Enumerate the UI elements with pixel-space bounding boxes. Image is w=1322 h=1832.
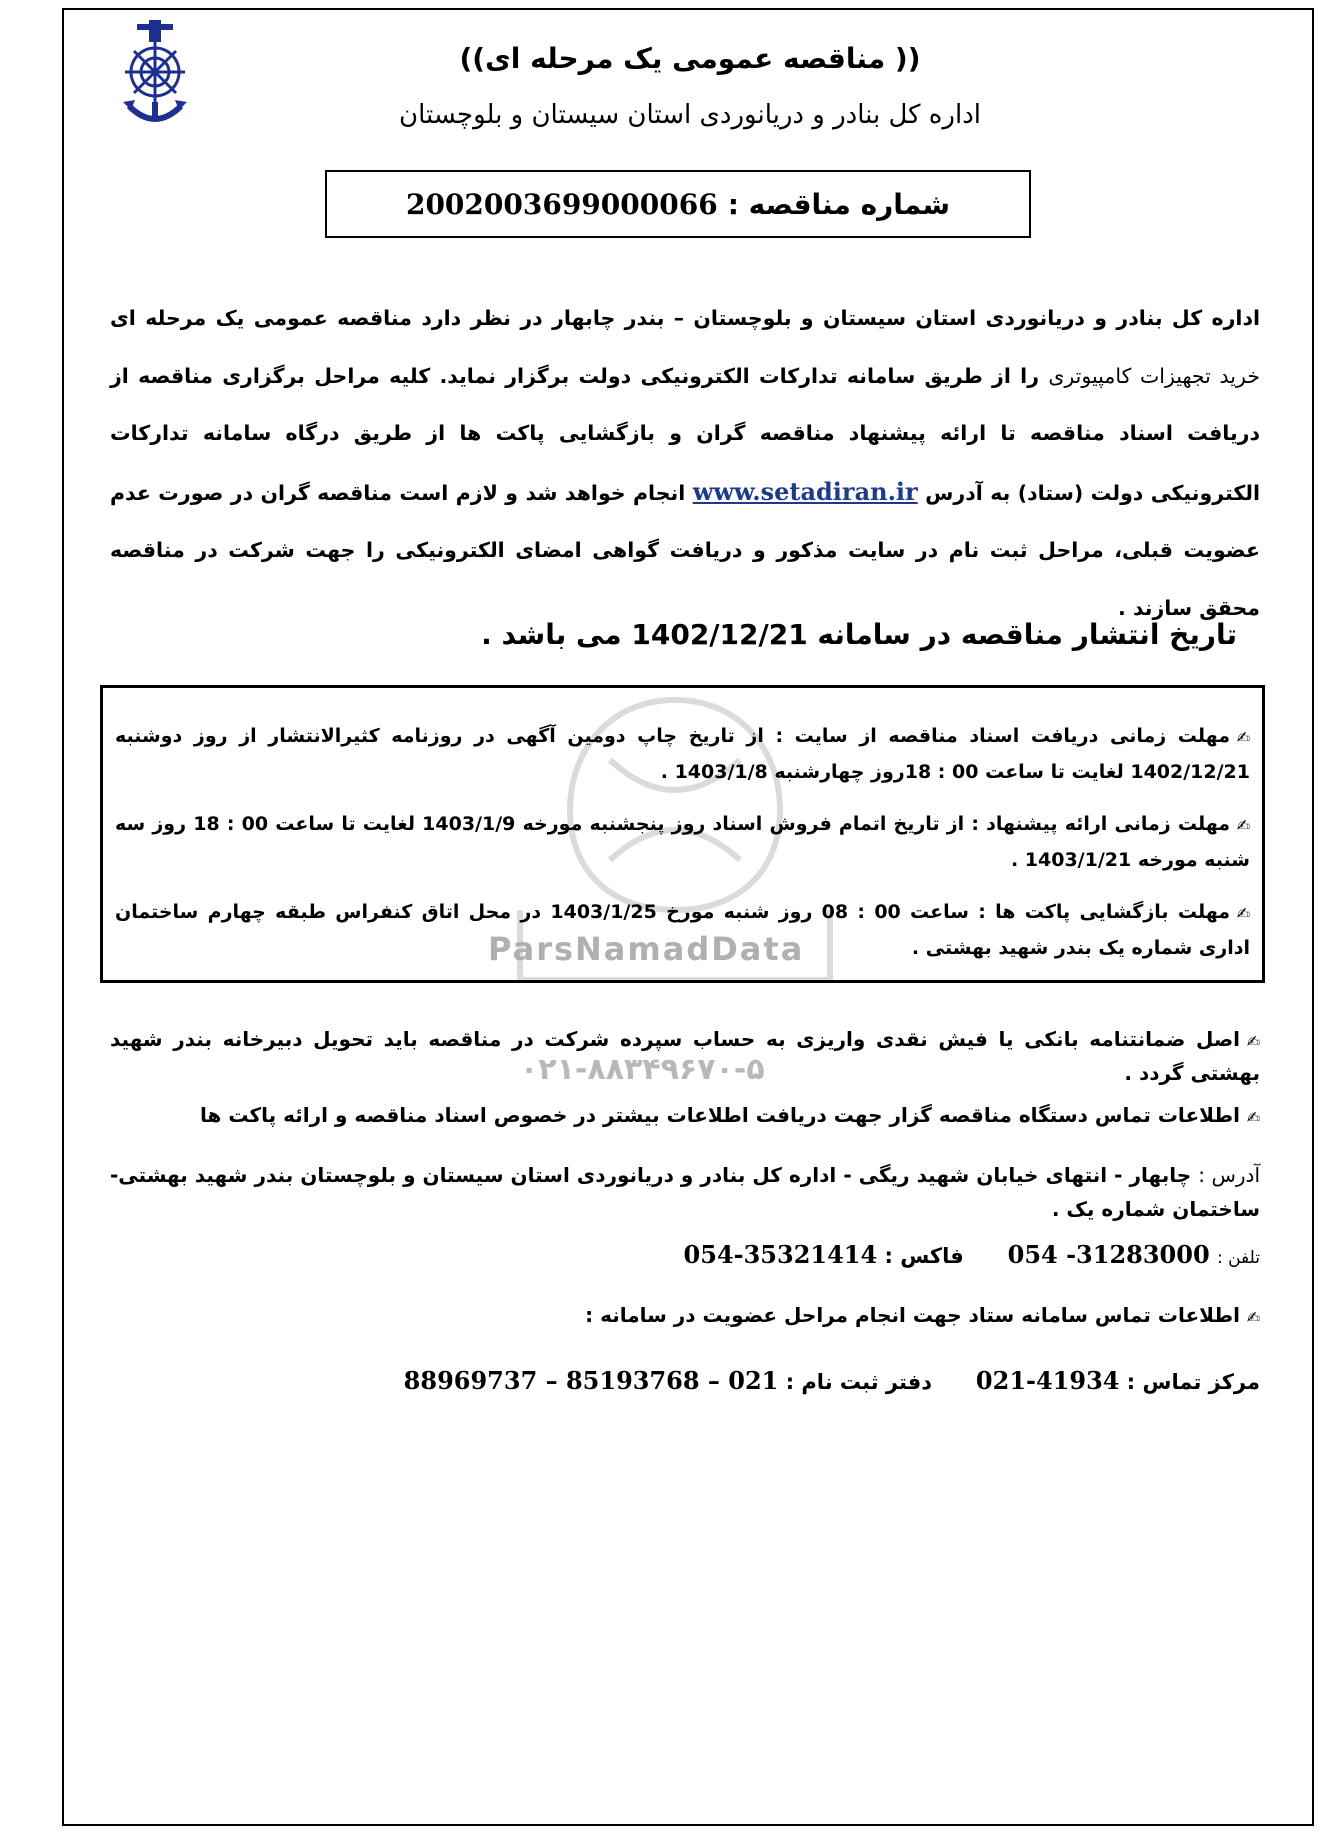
- tender-number-box: [325, 170, 1031, 238]
- address-label: آدرس :: [1198, 1163, 1260, 1187]
- ports-anchor-logo: [115, 10, 195, 134]
- guarantee-text: اصل ضمانتنامه بانکی یا فیش نقدی واریزی به حساب سپرده شرکت در مناقصه باید تحویل دبیرخانه بندر شهید بهشتی گردد .: [110, 1027, 1260, 1085]
- deadline-opening-text: مهلت بازگشایی پاکت ها : ساعت 00 : 08 روز شنبه مورخ 1403/1/25 در محل اتاق کنفراس طبقه چهارم ساختمان اداری شماره یک بندر شهید بهشتی .: [115, 901, 1250, 959]
- deadline-documents-text: مهلت زمانی دریافت اسناد مناقصه از سایت : از تاریخ چاپ دومین آگهی در روزنامه کثیرالانتشار از روز دوشنبه 1402/12/21 لغایت تا ساعت 00 : 18روز چهارشنبه 1403/1/8 .: [115, 725, 1250, 783]
- intro-paragraph: [110, 290, 1260, 637]
- registry-phones: 88969737 – 85193768 – 021: [403, 1366, 779, 1395]
- center-label: مرکز تماس :: [1126, 1370, 1260, 1394]
- publish-date: تاریخ انتشار مناقصه در سامانه 1402/12/21 می باشد .: [481, 618, 1237, 651]
- pen-icon: ✍: [1246, 1308, 1260, 1327]
- intro-text-2: را از طریق سامانه تدارکات الکترونیکی دولت برگزار نماید. کلیه مراحل برگزاری مناقصه از دریافت اسناد مناقصه تا ارائه پیشنهاد مناقصه گران و بازگشایی پاکت ها از طریق درگاه سامانه تدارکات الکترونیکی دولت (ستاد) به آدرس: [110, 363, 1261, 505]
- intro-text-3: انجام خواهد شد و لازم است مناقصه گران در صورت عدم عضویت قبلی، مراحل ثبت نام در سایت مذکور و دریافت گواهی امضای الکترونیکی را جهت شرکت در مناقصه محقق سازند .: [110, 480, 1260, 620]
- setad-website-link[interactable]: www.setadiran.ir: [692, 476, 918, 506]
- pen-icon: ✍: [1236, 816, 1251, 835]
- registry-label: دفتر ثبت نام :: [785, 1370, 933, 1394]
- contact-heading: [110, 1098, 1260, 1132]
- intro-text-1: اداره کل بنادر و دریانوردی استان سیستان و بلوچستان – بندر چابهار در نظر دارد مناقصه عمومی یک مرحله ای: [110, 306, 1260, 330]
- deadline-proposal-text: مهلت زمانی ارائه پیشنهاد : از تاریخ اتمام فروش اسناد روز پنجشنبه مورخه 1403/1/9 لغایت تا ساعت 00 : 18 روز سه شنبه مورخه 1403/1/21 .: [115, 813, 1250, 871]
- fax-number: 054-35321414: [683, 1240, 878, 1269]
- tender-number-label: شماره مناقصه :: [727, 187, 951, 221]
- watermark-brand: ParsNamadData: [488, 930, 805, 968]
- document-title: (( مناقصه عمومی یک مرحله ای)): [459, 42, 921, 75]
- pen-icon: ✍: [1236, 728, 1250, 747]
- address-text: چابهار - انتهای خیابان شهید ریگی - اداره کل بنادر و دریانوردی استان سیستان و بلوچستان بندر شهید بهشتی- ساختمان شماره یک .: [110, 1163, 1260, 1221]
- phone-number: 054 -31283000: [1007, 1240, 1210, 1269]
- guarantee-note: [110, 1022, 1260, 1090]
- tender-number: 2002003699000066: [405, 187, 718, 221]
- pen-icon: ✍: [1246, 1108, 1260, 1127]
- setad-contact-heading: [110, 1298, 1260, 1332]
- deadline-documents: [115, 718, 1250, 790]
- contact-heading-text: اطلاعات تماس دستگاه مناقصه گزار جهت دریافت اطلاعات بیشتر در خصوص اسناد مناقصه و ارائه پاکت ها: [200, 1103, 1240, 1127]
- pen-icon: ✍: [1236, 904, 1251, 923]
- phone-fax-line: [684, 1240, 1260, 1269]
- phone-label: تلفن :: [1216, 1248, 1260, 1268]
- setad-heading-text: اطلاعات تماس سامانه ستاد جهت انجام مراحل عضویت در سامانه :: [585, 1303, 1240, 1327]
- issuing-organization: اداره کل بنادر و دریانوردی استان سیستان و بلوچستان: [398, 100, 982, 130]
- watermark-phone: ۰۲۱-۸۸۳۴۹۶۷۰-۵: [520, 1052, 765, 1087]
- setad-contact-line: [404, 1366, 1260, 1395]
- pen-icon: ✍: [1246, 1032, 1260, 1051]
- deadlines-box: [100, 685, 1265, 983]
- deadline-proposal: [115, 806, 1250, 878]
- fax-label: فاکس :: [884, 1244, 964, 1268]
- deadline-opening: [115, 894, 1250, 966]
- intro-subject: خرید تجهیزات کامپیوتری: [1048, 363, 1260, 388]
- center-phone: 021-41934: [975, 1366, 1120, 1395]
- address-block: [110, 1158, 1260, 1226]
